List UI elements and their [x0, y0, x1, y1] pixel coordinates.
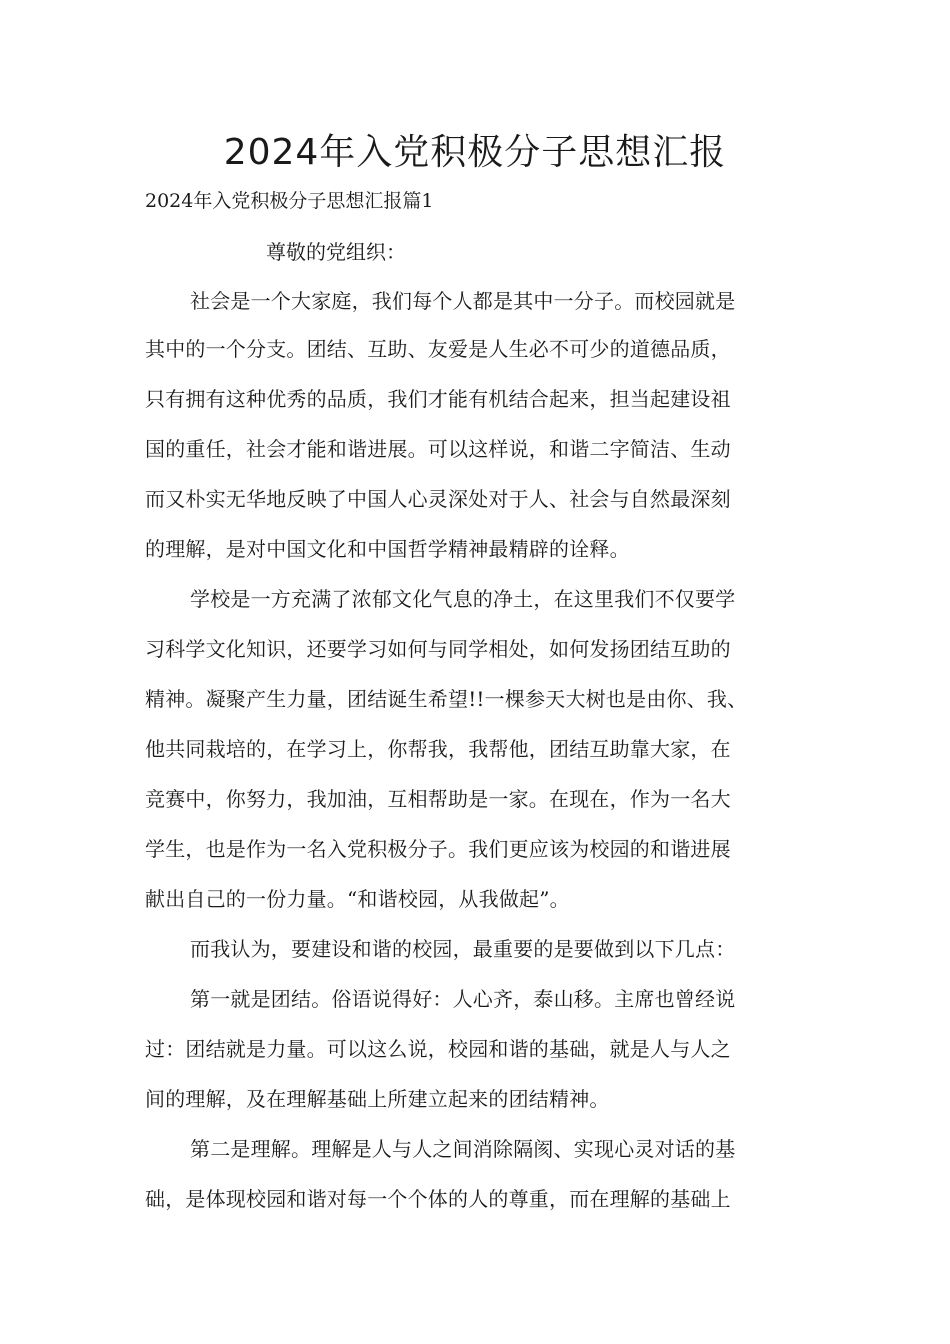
body-line: 间的理解，及在理解基础上所建立起来的团结精神。 [145, 1087, 610, 1111]
body-line: 国的重任，社会才能和谐进展。可以这样说，和谐二字简洁、生动 [145, 437, 731, 461]
body-line: 他共同栽培的，在学习上，你帮我，我帮他，团结互助靠大家，在 [145, 737, 731, 761]
document-subtitle: 2024年入党积极分子思想汇报篇1 [145, 190, 434, 212]
body-line: 社会是一个大家庭，我们每个人都是其中一分子。而校园就是 [190, 289, 736, 313]
body-line: 过：团结就是力量。可以这么说，校园和谐的基础，就是人与人之 [145, 1037, 731, 1061]
body-line: 础，是体现校园和谐对每一个个体的人的尊重，而在理解的基础上 [145, 1187, 731, 1211]
document-title: 2024年入党积极分子思想汇报 [223, 132, 727, 173]
body-line: 只有拥有这种优秀的品质，我们才能有机结合起来，担当起建设祖 [145, 387, 731, 411]
body-line: 学校是一方充满了浓郁文化气息的净土，在这里我们不仅要学 [190, 587, 736, 611]
body-line: 精神。凝聚产生力量，团结诞生希望!!一棵参天大树也是由你、我、 [145, 687, 748, 711]
body-line: 而我认为，要建设和谐的校园，最重要的是要做到以下几点： [190, 937, 736, 961]
body-line: 第一就是团结。俗语说得好：人心齐，泰山移。主席也曾经说 [190, 987, 736, 1011]
body-line: 学生，也是作为一名入党积极分子。我们更应该为校园的和谐进展 [145, 837, 731, 861]
body-line: 献出自己的一份力量。“和谐校园，从我做起”。 [145, 887, 570, 911]
body-line: 的理解，是对中国文化和中国哲学精神最精辟的诠释。 [145, 537, 630, 561]
body-line: 习科学文化知识，还要学习如何与同学相处，如何发扬团结互助的 [145, 637, 731, 661]
body-line: 竞赛中，你努力，我加油，互相帮助是一家。在现在，作为一名大 [145, 787, 731, 811]
salutation: 尊敬的党组织： [266, 240, 406, 264]
body-line: 第二是理解。理解是人与人之间消除隔阂、实现心灵对话的基 [190, 1137, 736, 1161]
body-line: 而又朴实无华地反映了中国人心灵深处对于人、社会与自然最深刻 [145, 487, 731, 511]
body-line: 其中的一个分支。团结、互助、友爱是人生必不可少的道德品质， [145, 337, 731, 361]
